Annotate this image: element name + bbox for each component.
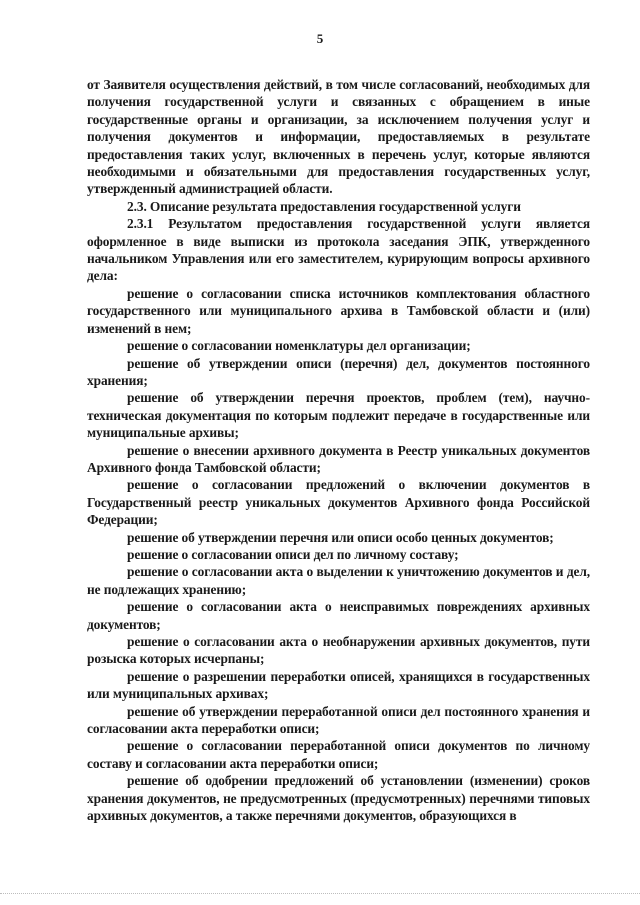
list-item: решение об утверждении перечня проектов, проблем (тем), научно-техническая документация по которым подлежит передаче в государственные или муниципальные архивы;	[87, 390, 590, 441]
paragraph-continuation: от Заявителя осуществления действий, в том числе согласований, необходимых для получения государственной услуги и связанных с обращением в иные государственные органы и организации, за исключением получения услуг и получения документов и информации, предоставляемых в результате предоставления таких услуг, включенных в перечень услуг, которые являются необходимыми и обязательными для предоставления государственных услуг, утвержденный администрацией области.	[87, 77, 590, 197]
paragraph-result-intro: 2.3.1 Результатом предоставления государственной услуги является оформленное в виде выписки из протокола заседания ЭПК, утвержденного начальником Управления или его заместителем, курирующим вопросы архивного дела:	[87, 216, 590, 284]
list-item: решение о внесении архивного документа в Реестр уникальных документов Архивного фонда Тамбовской области;	[87, 442, 590, 475]
list-item: решение об утверждении описи (перечня) дел, документов постоянного хранения;	[87, 355, 590, 388]
document-body	[87, 76, 590, 824]
list-item: решение о согласовании акта о необнаружении архивных документов, пути розыска которых исчерпаны;	[87, 634, 590, 667]
list-item: решение о согласовании списка источников комплектования областного государственного или муниципального архива в Тамбовской области и (или) изменений в нем;	[87, 285, 590, 336]
list-item: решение о согласовании акта о выделении к уничтожению документов и дел, не подлежащих хранению;	[87, 564, 590, 597]
list-item: решение об утверждении переработанной описи дел постоянного хранения и согласовании акта переработки описи;	[87, 703, 590, 737]
list-item: решение о согласовании номенклатуры дел организации;	[127, 338, 471, 354]
list-item: решение о согласовании описи дел по личному составу;	[127, 546, 459, 562]
list-item: решение об утверждении перечня или описи особо ценных документов;	[127, 529, 554, 545]
list-item: решение о разрешении переработки описей, хранящихся в государственных или муниципальных архивах;	[87, 668, 590, 702]
section-heading: 2.3. Описание результата предоставления государственной услуги	[127, 198, 521, 214]
list-item: решение о согласовании переработанной описи документов по личному составу и согласовании акта переработки описи;	[87, 738, 590, 771]
scan-edge-line	[0, 893, 640, 894]
list-item: решение об одобрении предложений об установлении (изменении) сроков хранения документов, не предусмотренных (предусмотренных) перечнями типовых архивных документов, а также перечнями документов, образующихся в	[87, 773, 590, 824]
list-item: решение о согласовании акта о неисправимых повреждениях архивных документов;	[87, 599, 590, 632]
page-number: 5	[316, 31, 324, 46]
list-item: решение о согласовании предложений о включении документов в Государственный реестр уникальных документов Архивного фонда Российской Федерации;	[87, 477, 590, 528]
